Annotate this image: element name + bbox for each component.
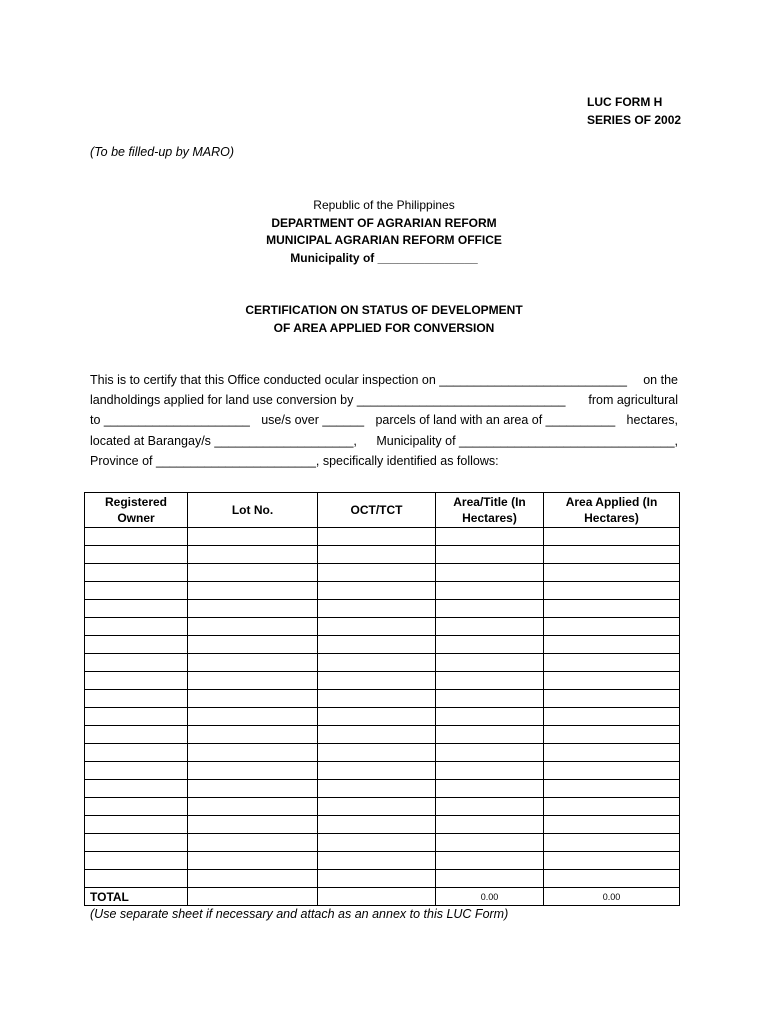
lot-cell[interactable] [188, 618, 318, 636]
area-applied-cell[interactable] [544, 690, 680, 708]
table-row [85, 780, 680, 798]
lot-cell[interactable] [188, 708, 318, 726]
table-row [85, 672, 680, 690]
table-row [85, 690, 680, 708]
republic-line: Republic of the Philippines [313, 198, 455, 212]
area-applied-cell[interactable] [544, 600, 680, 618]
area-applied-cell[interactable] [544, 564, 680, 582]
table-row [85, 762, 680, 780]
area-title-cell[interactable] [436, 600, 544, 618]
area-applied-cell[interactable] [544, 798, 680, 816]
oct-cell[interactable] [318, 690, 436, 708]
form-series: SERIES OF 2002 [587, 113, 682, 127]
area-title-cell[interactable] [436, 762, 544, 780]
paragraph-line-1 [90, 370, 678, 390]
total-area-title: 0.00 [436, 888, 544, 906]
area-applied-cell[interactable] [544, 654, 680, 672]
document-title [0, 302, 768, 337]
table-row [85, 618, 680, 636]
owner-cell[interactable] [85, 582, 188, 600]
oct-cell[interactable] [318, 852, 436, 870]
area-title-cell[interactable] [436, 744, 544, 762]
oct-cell[interactable] [318, 564, 436, 582]
municipality-line: Municipality of _______________ [290, 250, 478, 265]
lot-cell[interactable] [188, 654, 318, 672]
office-header [0, 197, 768, 267]
lot-cell[interactable] [188, 816, 318, 834]
paragraph-line-4 [90, 431, 678, 451]
owner-cell[interactable] [85, 672, 188, 690]
oct-cell[interactable] [318, 582, 436, 600]
area-applied-cell[interactable] [544, 780, 680, 798]
area-title-cell[interactable] [436, 852, 544, 870]
fill-instruction: (To be filled-up by MARO) [90, 145, 235, 159]
lot-cell[interactable] [188, 672, 318, 690]
owner-cell[interactable] [85, 564, 188, 582]
oct-cell[interactable] [318, 618, 436, 636]
total-label: TOTAL [85, 888, 188, 906]
area-applied-cell[interactable] [544, 582, 680, 600]
table-row [85, 798, 680, 816]
lot-cell[interactable] [188, 528, 318, 546]
text-fragment: on the [643, 373, 678, 387]
parcels-blank: use/s over ______ [261, 413, 365, 428]
barangay-blank: located at Barangay/s ____________________, [90, 433, 357, 448]
table-row [85, 546, 680, 564]
table-row [85, 564, 680, 582]
area-title-cell[interactable] [436, 780, 544, 798]
table-row [85, 816, 680, 834]
oct-cell[interactable] [318, 780, 436, 798]
total-area-applied: 0.00 [544, 888, 680, 906]
lot-cell[interactable] [188, 690, 318, 708]
text-fragment: hectares, [626, 413, 678, 428]
area-title-cell[interactable] [436, 672, 544, 690]
lot-cell[interactable] [188, 582, 318, 600]
owner-cell[interactable] [85, 654, 188, 672]
table-row [85, 708, 680, 726]
area-applied-cell[interactable] [544, 870, 680, 888]
table-row [85, 870, 680, 888]
title-line-1: CERTIFICATION ON STATUS OF DEVELOPMENT [245, 303, 523, 317]
lot-cell[interactable] [188, 762, 318, 780]
owner-cell[interactable] [85, 618, 188, 636]
area-title-cell[interactable] [436, 870, 544, 888]
header-oct-tct: OCT/TCT [318, 493, 436, 528]
total-lot-cell[interactable] [188, 888, 318, 906]
area-blank: parcels of land with an area of __________ [375, 413, 616, 428]
owner-cell[interactable] [85, 600, 188, 618]
owner-cell[interactable] [85, 834, 188, 852]
form-identifier [587, 93, 681, 129]
office-line: MUNICIPAL AGRARIAN REFORM OFFICE [266, 233, 502, 247]
area-applied-cell[interactable] [544, 852, 680, 870]
area-applied-cell[interactable] [544, 834, 680, 852]
area-applied-cell[interactable] [544, 528, 680, 546]
owner-cell[interactable] [85, 870, 188, 888]
area-applied-cell[interactable] [544, 672, 680, 690]
area-applied-cell[interactable] [544, 618, 680, 636]
table-row [85, 528, 680, 546]
area-applied-cell[interactable] [544, 816, 680, 834]
form-number: LUC FORM H [587, 95, 663, 109]
lot-cell[interactable] [188, 834, 318, 852]
oct-cell[interactable] [318, 762, 436, 780]
area-applied-cell[interactable] [544, 546, 680, 564]
area-applied-cell[interactable] [544, 744, 680, 762]
oct-cell[interactable] [318, 708, 436, 726]
text-fragment: from agricultural [588, 393, 678, 408]
owner-cell[interactable] [85, 798, 188, 816]
lot-cell[interactable] [188, 636, 318, 654]
certification-paragraph [90, 370, 678, 471]
area-title-cell[interactable] [436, 708, 544, 726]
title-line-2: OF AREA APPLIED FOR CONVERSION [273, 320, 495, 335]
area-title-cell[interactable] [436, 726, 544, 744]
total-row [85, 888, 680, 906]
lot-cell[interactable] [188, 726, 318, 744]
table-body [85, 528, 680, 888]
lot-cell[interactable] [188, 546, 318, 564]
oct-cell[interactable] [318, 798, 436, 816]
area-title-cell[interactable] [436, 816, 544, 834]
oct-cell[interactable] [318, 870, 436, 888]
oct-cell[interactable] [318, 726, 436, 744]
owner-cell[interactable] [85, 708, 188, 726]
department-line: DEPARTMENT OF AGRARIAN REFORM [271, 215, 497, 230]
area-title-cell[interactable] [436, 690, 544, 708]
owner-cell[interactable] [85, 690, 188, 708]
area-title-cell[interactable] [436, 834, 544, 852]
oct-cell[interactable] [318, 744, 436, 762]
oct-cell[interactable] [318, 816, 436, 834]
owner-cell[interactable] [85, 528, 188, 546]
total-oct-cell[interactable] [318, 888, 436, 906]
oct-cell[interactable] [318, 600, 436, 618]
owner-cell[interactable] [85, 546, 188, 564]
lot-cell[interactable] [188, 600, 318, 618]
paragraph-line-2 [90, 390, 678, 410]
table-row [85, 744, 680, 762]
owner-cell[interactable] [85, 726, 188, 744]
header-area-title: Area/Title (In Hectares) [436, 493, 544, 528]
inspection-date-blank: This is to certify that this Office conducted ocular inspection on ___________________________ [90, 373, 627, 387]
header-area-applied: Area Applied (In Hectares) [544, 493, 680, 528]
oct-cell[interactable] [318, 672, 436, 690]
oct-cell[interactable] [318, 636, 436, 654]
owner-cell[interactable] [85, 636, 188, 654]
table-row [85, 582, 680, 600]
table-header-row [85, 493, 680, 528]
lot-cell[interactable] [188, 852, 318, 870]
oct-cell[interactable] [318, 528, 436, 546]
owner-cell[interactable] [85, 744, 188, 762]
area-title-cell[interactable] [436, 636, 544, 654]
area-applied-cell[interactable] [544, 708, 680, 726]
lot-cell[interactable] [188, 744, 318, 762]
oct-cell[interactable] [318, 654, 436, 672]
oct-cell[interactable] [318, 546, 436, 564]
table-row [85, 654, 680, 672]
area-title-cell[interactable] [436, 618, 544, 636]
owner-cell[interactable] [85, 780, 188, 798]
area-title-cell[interactable] [436, 528, 544, 546]
lot-cell[interactable] [188, 564, 318, 582]
annex-note: (Use separate sheet if necessary and attach as an annex to this LUC Form) [90, 907, 509, 921]
header-registered-owner: Registered Owner [85, 493, 188, 528]
area-title-cell[interactable] [436, 798, 544, 816]
area-applied-cell[interactable] [544, 726, 680, 744]
area-title-cell[interactable] [436, 582, 544, 600]
table-row [85, 636, 680, 654]
municipality-blank: Municipality of _______________________________, [376, 433, 678, 448]
lot-cell[interactable] [188, 798, 318, 816]
header-lot-no: Lot No. [188, 493, 318, 528]
paragraph-line-3 [90, 410, 678, 430]
area-title-cell[interactable] [436, 564, 544, 582]
area-title-cell[interactable] [436, 546, 544, 564]
table-row [85, 726, 680, 744]
table-row [85, 834, 680, 852]
oct-cell[interactable] [318, 834, 436, 852]
province-blank: Province of _______________________, specifically identified as follows: [90, 453, 499, 468]
lot-cell[interactable] [188, 780, 318, 798]
area-applied-cell[interactable] [544, 762, 680, 780]
paragraph-line-5 [90, 451, 678, 471]
lot-cell[interactable] [188, 870, 318, 888]
landholdings-table [84, 492, 680, 906]
applicant-blank: landholdings applied for land use conversion by ______________________________ [90, 393, 566, 408]
area-applied-cell[interactable] [544, 636, 680, 654]
owner-cell[interactable] [85, 762, 188, 780]
table-row [85, 852, 680, 870]
use-blank: to _____________________ [90, 413, 250, 428]
area-title-cell[interactable] [436, 654, 544, 672]
owner-cell[interactable] [85, 852, 188, 870]
owner-cell[interactable] [85, 816, 188, 834]
table-row [85, 600, 680, 618]
